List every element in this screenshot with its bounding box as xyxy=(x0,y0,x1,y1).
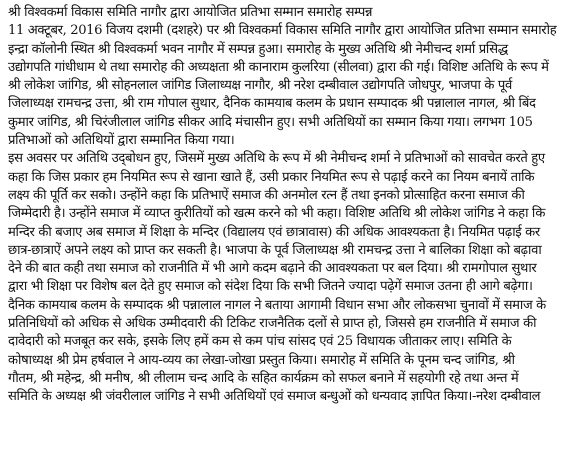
paragraph-1-line-5: जिलाध्यक्ष रामचन्द्र उत्ता, श्री राम गोपाल सुथार, दैनिक कामयाब कलम के प्रधान सम्पादक श्री पन्नालाल नागल, श्री बिंद xyxy=(8,96,536,112)
paragraph-2-line-4: जिम्मेदारी है। उन्होंने समाज में व्याप्त कुरीतियों को खत्म करने को भी कहा। विशिष्ट अतिथि श्री लोकेश जांगिड ने कहा कि xyxy=(8,206,546,222)
paragraph-2-line-11: दावेदारी को मजबूत कर सके, इसके लिए हमें कम से कम पांच सांसद एवं 25 विधायक जीताकर लाए। समिति के xyxy=(8,334,512,350)
paragraph-1-line-4: श्री लोकेश जांगिड, श्री सोहनलाल जांगिड जिलाध्यक्ष नागौर, श्री नरेश दम्बीवाल उद्योगपति जोधपुर, भाजपा के पूर्व xyxy=(8,78,512,94)
paragraph-1-line-7: प्रतिभाओं को अतिथियों द्वारा सम्मानित किया गया। xyxy=(8,133,235,149)
paragraph-1-line-3: उद्योगपति गांधीधाम थे तथा समारोह की अध्यक्षता श्री कानाराम कुलरिया (सीलवा) द्वारा की गई। विशिष्ट अतिथि के रूप में xyxy=(8,59,549,75)
paragraph-1-line-6: कुमार जांगिड, श्री चिरंजीलाल जांगिड सीकर आदि मंचासीन हुए। सभी अतिथियों का सम्मान किया गया। लगभग 105 xyxy=(8,114,533,130)
paragraph-2-line-5: मन्दिर की बजाए अब समाज में शिक्षा के मन्दिर (विद्यालय एवं छात्रावास) की अधिक आवश्यकता है। नियमित पढ़ाई कर xyxy=(8,224,540,240)
paragraph-2-line-9: दैनिक कामयाब कलम के सम्पादक श्री पन्नालाल नागल ने बताया आगामी विधान सभा और लोकसभा चुनावों में समाज के xyxy=(8,297,546,313)
article-document xyxy=(8,4,559,407)
paragraph-2-line-7: देने की बात कही तथा समाज को राजनीति में भी आगे कदम बढ़ाने की आवश्यकता पर बल दिया। श्री रामगोपाल सुथार xyxy=(8,261,537,277)
paragraph-2-line-6: छात्र-छात्राऐं अपने लक्ष्य को प्राप्त कर सकती है। भाजपा के पूर्व जिलाध्यक्ष श्री रामचन्द्र उत्ता ने बालिका शिक्षा को बढ़ावा xyxy=(8,242,542,258)
paragraph-1-line-1: 11 अक्टूबर, 2016 विजय दशमी (दशहरे) पर श्री विश्वकर्मा विकास समिति नागौर द्वारा आयोजित प्रतिभा सम्मान समारोह xyxy=(8,23,557,39)
paragraph-2-line-12: कोषाध्यक्ष श्री प्रेम हर्षवाल ने आय-व्यय का लेखा-जोखा प्रस्तुत किया। समारोह में समिति के पूनम चन्द जांगिड, श्री xyxy=(8,352,515,368)
paragraph-2-line-1: इस अवसर पर अतिथि उद्‌बोधन हुए, जिसमें मुख्य अतिथि के रूप में श्री नेमीचन्द शर्मा ने प्रतिभाओं को सावचेत करते हुए xyxy=(8,151,545,167)
paragraph-2-line-3: लक्ष्य की पूर्ति कर सको। उन्होंने कहा कि प्रतिभाऐं समाज की अनमोल रत्न हैं तथा इनको प्रोत्साहित करना समाज की xyxy=(8,187,525,203)
paragraph-2-line-14: समिति के अध्यक्ष श्री जंवरीलाल जांगिड ने सभी अतिथियों एवं समाज बन्धुओं को धन्यवाद ज्ञापित किया।-नरेश दम्बीवाल xyxy=(8,389,541,405)
paragraph-2-line-10: प्रतिनिधियों को अधिक से अधिक उम्मीदवारी की टिकिट राजनैतिक दलों से प्राप्त हो, जिससे हम राजनीति में समाज की xyxy=(8,316,537,332)
paragraph-2-line-2: कहा कि जिस प्रकार हम नियमित रूप से खाना खाते हैं, उसी प्रकार नियमित रूप से पढ़ाई करने का नियम बनायें ताकि xyxy=(8,169,535,185)
article-headline: श्री विश्वकर्मा विकास समिति नागौर द्वारा आयोजित प्रतिभा सम्मान समारोह सम्पन्न xyxy=(8,5,373,20)
paragraph-2-line-13: गौतम, श्री महेन्द्र, श्री मनीष, श्री लीलाम चन्द आदि के सहित कार्यक्रम को सफल बनाने में सहयोगी रहे तथा अन्त में xyxy=(8,370,519,386)
paragraph-1-line-2: इन्द्रा कॉलोनी स्थित श्री विश्वकर्मा भवन नागौर में सम्पन्न हुआ। समारोह के मुख्य अतिथि श्री नेमीचन्द शर्मा प्रसिद्ध xyxy=(8,41,508,57)
paragraph-2-line-8: द्वारा भी शिक्षा पर विशेष बल देते हुए समाज को संदेश दिया कि सभी जितने ज्यादा पढ़ेगें समाज उतना ही आगे बढ़ेगा। xyxy=(8,279,533,295)
